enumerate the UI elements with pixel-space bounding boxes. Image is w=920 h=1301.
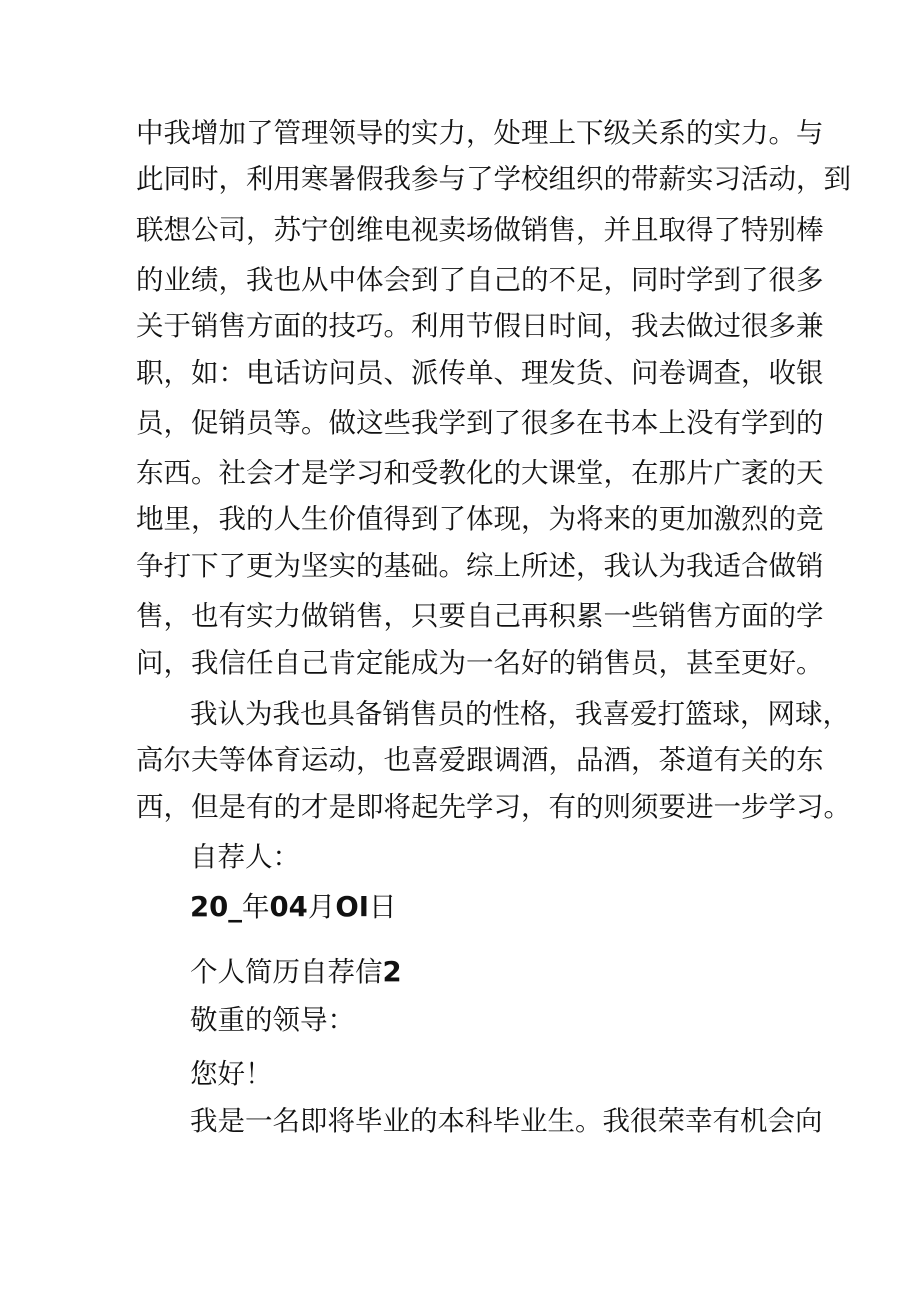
salutation: 敬重的领导： (190, 1004, 355, 1036)
paragraph-line: 售，也有实力做销售，只要自己再积累一些销售方面的学 (136, 600, 824, 632)
body-start: 我是一名即将毕业的本科毕业生。我很荣幸有机会向 (190, 1105, 823, 1137)
date-year: 20_ (190, 891, 243, 923)
date-day: OI (335, 891, 369, 923)
date-month: 04 (269, 891, 308, 923)
signature-label: 自荐人： (190, 841, 300, 873)
paragraph-line: 关于销售方面的技巧。利用节假日时间，我去做过很多兼 (136, 310, 824, 342)
date-year-char: 年 (242, 891, 270, 923)
paragraph-line: 员，促销员等。做这些我学到了很多在书本上没有学到的 (136, 407, 824, 439)
section-title-number: 2 (382, 956, 402, 988)
section-title-text: 个人简历自荐信 (190, 956, 383, 988)
paragraph-line: 中我增加了管理领导的实力，处理上下级关系的实力。与 (136, 117, 824, 149)
greeting: 您好！ (190, 1058, 273, 1090)
paragraph-line: 地里，我的人生价值得到了体现，为将来的更加激烈的竞 (136, 503, 824, 535)
paragraph-line: 我认为我也具备销售员的性格，我喜爱打篮球，网球， (190, 698, 850, 730)
paragraph-line: 西，但是有的才是即将起先学习，有的则须要进一步学习。 (136, 791, 851, 823)
date-day-char: 日 (368, 891, 397, 923)
paragraph-line: 此同时，利用寒暑假我参与了学校组织的带薪实习活动，到 (136, 163, 851, 195)
paragraph-line: 高尔夫等体育运动，也喜爱跟调酒，品酒，茶道有关的东 (136, 744, 824, 776)
paragraph-line: 争打下了更为坚实的基础。综上所述，我认为我适合做销 (136, 550, 824, 582)
date-line (190, 889, 396, 925)
date-month-char: 月 (307, 891, 336, 923)
section-title (190, 954, 402, 990)
paragraph-line: 问，我信任自己肯定能成为一名好的销售员，甚至更好。 (136, 647, 824, 679)
paragraph-line: 的业绩，我也从中体会到了自己的不足，同时学到了很多 (136, 264, 824, 296)
paragraph-line: 联想公司，苏宁创维电视卖场做销售，并且取得了特别棒 (136, 214, 824, 246)
paragraph-line: 东西。社会才是学习和受教化的大课堂，在那片广袤的天 (136, 457, 824, 489)
paragraph-line: 职，如：电话访问员、派传单、理发货、问卷调查，收银 (136, 357, 824, 389)
